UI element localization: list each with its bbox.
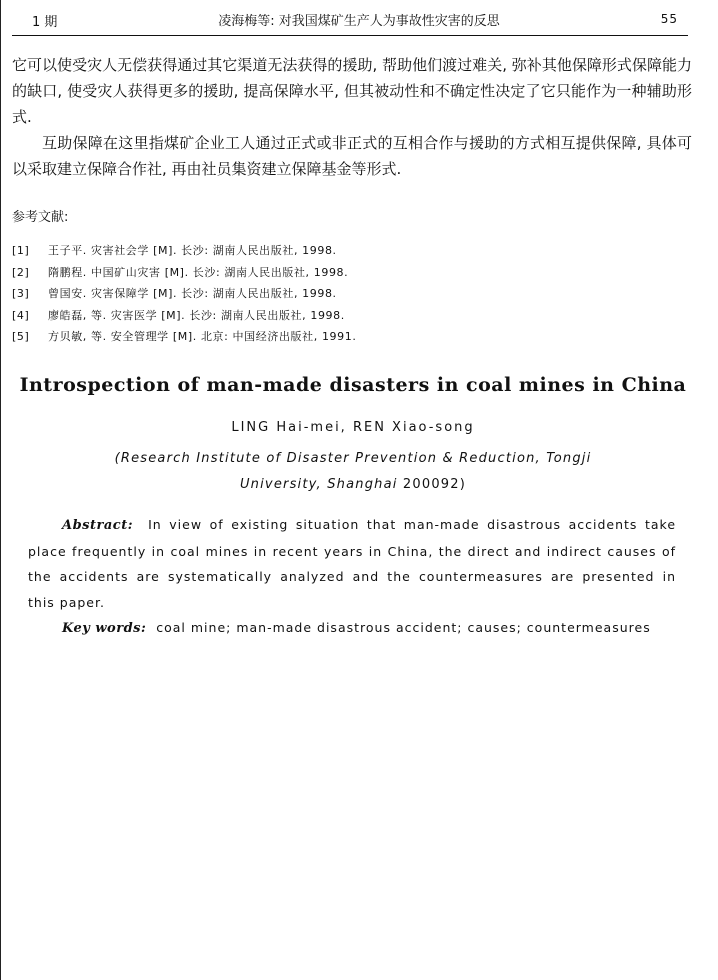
reference-text: 廖皓磊, 等. 灾害医学 [M]. 长沙: 湖南人民出版社, 1998. <box>48 308 345 322</box>
keywords-paragraph <box>28 615 676 642</box>
authors: LING Hai-mei, REN Xiao-song <box>231 420 475 435</box>
reference-text: 方贝敏, 等. 安全管理学 [M]. 北京: 中国经济出版社, 1991. <box>48 330 357 343</box>
reference-item <box>12 283 356 305</box>
keywords-label: Key words: <box>62 621 147 636</box>
abstract-paragraph <box>28 512 676 615</box>
reference-item <box>12 326 356 348</box>
keywords-text: coal mine; man-made disastrous accident; causes; countermeasures <box>156 620 651 635</box>
reference-number: [4] <box>12 308 30 322</box>
abstract-block <box>28 512 676 642</box>
chinese-body-text <box>12 52 692 182</box>
abstract-label: Abstract: <box>62 518 133 533</box>
abstract-text: In view of existing situation that man-made disastrous accidents take place frequently in coal mines in recent years in China, the direct and indirect causes of the accidents are systematically analyzed and the countermeasures are presented in this paper. <box>28 517 677 610</box>
affiliation-postcode: 200092) <box>397 477 467 492</box>
affiliation-institution: University, Shanghai <box>239 477 398 492</box>
reference-item <box>12 305 356 327</box>
reference-text: 隋鹏程. 中国矿山灾害 [M]. 长沙: 湖南人民出版社, 1998. <box>48 265 349 279</box>
body-paragraph-2: 互助保障在这里指煤矿企业工人通过正式或非正式的互相合作与援助的方式相互提供保障, 具体可以采取建立保障合作社, 再由社员集资建立保障基金等形式. <box>12 134 692 178</box>
running-header <box>0 0 718 36</box>
reference-text: 王子平. 灾害社会学 [M]. 长沙: 湖南人民出版社, 1998. <box>48 244 337 257</box>
affiliation <box>0 446 706 498</box>
reference-number: [3] <box>12 287 30 300</box>
references-list <box>12 240 356 348</box>
english-title: Introspection of man-made disasters in coal mines in China <box>19 374 687 396</box>
page-number: 55 <box>660 12 678 26</box>
affiliation-line-1: (Research Institute of Disaster Prevention & Reduction, Tongji <box>114 451 592 466</box>
reference-number: [1] <box>12 244 30 257</box>
reference-item <box>12 240 356 262</box>
reference-item <box>12 262 356 284</box>
reference-number: [2] <box>12 265 30 279</box>
affiliation-line-2 <box>0 472 706 498</box>
issue-number: 1 期 <box>32 15 58 30</box>
reference-text: 曾国安. 灾害保障学 [M]. 长沙: 湖南人民出版社, 1998. <box>48 287 337 300</box>
references-heading: 参考文献: <box>12 210 69 225</box>
header-rule <box>12 35 688 36</box>
body-paragraph-1: 它可以使受灾人无偿获得通过其它渠道无法获得的援助, 帮助他们渡过难关, 弥补其他保障形式保障能力的缺口, 使受灾人获得更多的援助, 提高保障水平, 但其被动性和不确定性决定了它只能作为一种辅助形式. <box>12 56 692 126</box>
running-title: 凌海梅等: 对我国煤矿生产人为事故性灾害的反思 <box>218 14 500 29</box>
reference-number: [5] <box>12 330 30 343</box>
